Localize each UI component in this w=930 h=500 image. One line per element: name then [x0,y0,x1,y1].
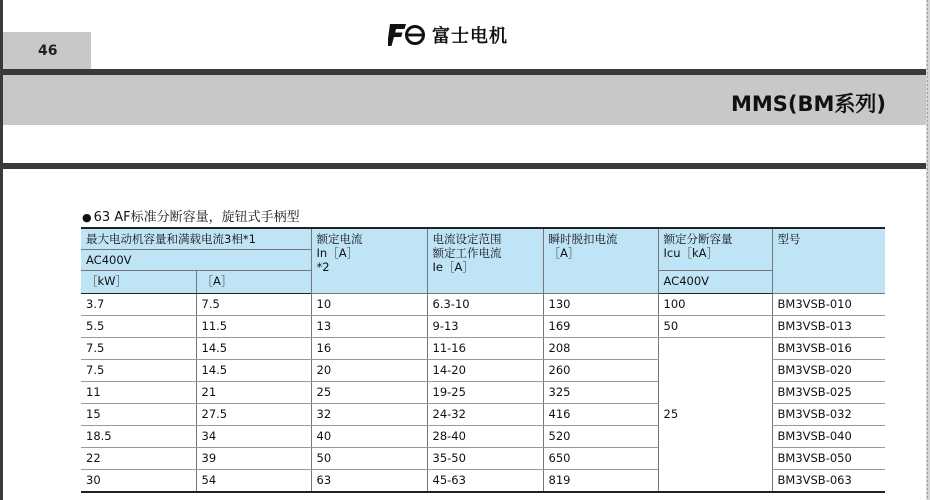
cell-kw: 18.5 [81,425,196,447]
header-rated-current-label: 额定电流 [316,232,363,246]
spec-table [81,227,885,493]
header-trip-current-unit: ［A］ [548,246,580,260]
cell-trip: 520 [543,425,658,447]
table-row [81,337,885,359]
table-row [81,315,885,337]
header-rule-bottom [3,163,926,169]
section-title [82,206,300,225]
cell-a: 11.5 [196,315,311,337]
cell-ie: 35-50 [427,447,543,469]
cell-model: BM3VSB-013 [772,315,885,337]
section-bullet: ● [82,211,92,224]
cell-icu: 25 [658,337,772,492]
cell-model: BM3VSB-032 [772,403,885,425]
cell-trip: 325 [543,381,658,403]
section-title-text: 63 AF标准分断容量，旋钮式手柄型 [93,210,300,225]
cell-a: 39 [196,447,311,469]
cell-a: 7.5 [196,293,311,315]
cell-trip: 130 [543,293,658,315]
cell-trip: 260 [543,359,658,381]
cell-kw: 11 [81,381,196,403]
cell-in: 50 [311,447,427,469]
header-motor-capacity: 最大电动机容量和满载电流3相*1 [81,228,311,249]
cell-trip: 416 [543,403,658,425]
header-rated-current-note: *2 [316,260,330,274]
cell-a: 14.5 [196,359,311,381]
header-trip-current-label: 瞬时脱扣电流 [548,232,618,246]
header-breaking-capacity [658,228,772,270]
header-kw-unit: ［kW］ [81,270,196,293]
cell-in: 63 [311,469,427,492]
cell-model: BM3VSB-010 [772,293,885,315]
header-setting-range-line2: 额定工作电流 [432,246,502,260]
header-voltage: AC400V [81,249,311,270]
fuji-fe-logo-icon [388,23,428,47]
cell-a: 34 [196,425,311,447]
series-title: MMS(BM系列) [730,92,886,116]
cell-model: BM3VSB-016 [772,337,885,359]
cell-ie: 11-16 [427,337,543,359]
page-number: 46 [38,43,58,59]
cell-ie: 9-13 [427,315,543,337]
cell-icu: 50 [658,315,772,337]
cell-a: 21 [196,381,311,403]
cell-trip: 208 [543,337,658,359]
cell-ie: 28-40 [427,425,543,447]
header-rated-current [311,228,427,293]
cell-kw: 3.7 [81,293,196,315]
cell-ie: 19-25 [427,381,543,403]
brand-logo [388,22,508,48]
header-model: 型号 [772,228,885,293]
cell-a: 27.5 [196,403,311,425]
cell-kw: 7.5 [81,359,196,381]
brand-name: 富士电机 [432,26,508,47]
cell-in: 16 [311,337,427,359]
header-trip-current [543,228,658,293]
cell-icu: 100 [658,293,772,315]
cell-trip: 819 [543,469,658,492]
right-border-dash [927,0,928,500]
cell-kw: 30 [81,469,196,492]
header-setting-range-unit: Ie［A］ [432,260,474,274]
cell-kw: 22 [81,447,196,469]
cell-model: BM3VSB-020 [772,359,885,381]
header-breaking-capacity-label: 额定分断容量 [663,232,733,246]
cell-in: 32 [311,403,427,425]
cell-ie: 24-32 [427,403,543,425]
cell-in: 40 [311,425,427,447]
cell-ie: 14-20 [427,359,543,381]
cell-in: 10 [311,293,427,315]
header-a-unit: ［A］ [196,270,311,293]
header-icu-voltage: AC400V [658,270,772,293]
cell-model: BM3VSB-063 [772,469,885,492]
cell-in: 13 [311,315,427,337]
table-row [81,293,885,315]
cell-a: 54 [196,469,311,492]
cell-trip: 169 [543,315,658,337]
cell-in: 20 [311,359,427,381]
header-setting-range [427,228,543,293]
header-rated-current-unit: In［A］ [316,246,359,260]
header-setting-range-line1: 电流设定范围 [432,232,502,246]
cell-model: BM3VSB-025 [772,381,885,403]
cell-kw: 15 [81,403,196,425]
cell-a: 14.5 [196,337,311,359]
cell-model: BM3VSB-040 [772,425,885,447]
cell-ie: 6.3-10 [427,293,543,315]
header-breaking-capacity-unit: Icu［kA］ [663,246,719,260]
cell-ie: 45-63 [427,469,543,492]
cell-model: BM3VSB-050 [772,447,885,469]
cell-kw: 7.5 [81,337,196,359]
cell-trip: 650 [543,447,658,469]
cell-kw: 5.5 [81,315,196,337]
cell-in: 25 [311,381,427,403]
